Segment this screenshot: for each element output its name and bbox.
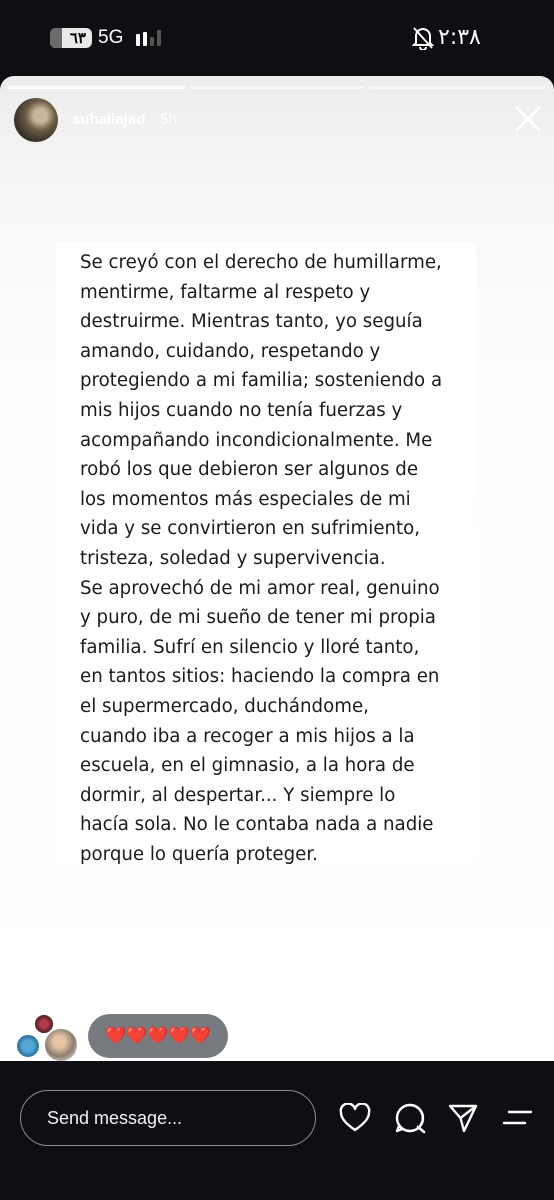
avatar — [44, 1028, 78, 1061]
close-icon[interactable] — [510, 101, 546, 137]
signal-icon — [136, 30, 161, 46]
progress-segment — [189, 86, 366, 89]
share-icon[interactable] — [446, 1101, 480, 1135]
reaction-bubble[interactable]: ❤️❤️❤️❤️❤️ — [88, 1014, 228, 1058]
viewer-avatars[interactable] — [14, 1014, 84, 1060]
story-view[interactable] — [0, 76, 554, 1061]
status-bar — [0, 0, 554, 76]
heart-icon[interactable] — [338, 1101, 372, 1135]
battery-level: ٦٣ — [69, 30, 86, 47]
comment-icon[interactable] — [393, 1101, 427, 1135]
battery-icon — [50, 28, 92, 48]
story-progress — [8, 86, 546, 89]
bottom-bar — [0, 1061, 554, 1200]
network-type: 5G — [98, 27, 124, 48]
bell-muted-icon — [412, 26, 434, 55]
message-input[interactable] — [20, 1090, 316, 1146]
menu-icon[interactable] — [500, 1101, 534, 1135]
username[interactable]: suhailajad — [72, 111, 146, 128]
avatar[interactable] — [14, 98, 58, 142]
story-text: Se creyó con el derecho de humillarme, mentirme, faltarme al respeto y destruirme. Mientras tanto, yo seguía amando, cuidando, respetando y protegiendo a mi familia; sosteniendo a mis hijos cuando no tenía fuerzas y acompañando incondicionalmente. Me robó los que debieron ser algunos de los momentos más especiales de mi vida y se convirtieron en sufrimiento, tristeza, soledad y supervivencia. Se aprovechó de mi amor real, genuino y puro, de mi sueño de tener mi propia familia. Sufrí en silencio y lloré tanto, en tantos sitios: haciendo la compra en el supermercado, duchándome, cuando iba a recoger a mis hijos a la escuela, en el gimnasio, a la hora de dormir, al despertar... Y siempre lo hacía sola. No le contaba nada a nadie porque lo quería proteger. — [80, 252, 443, 865]
avatar — [16, 1034, 40, 1058]
progress-segment — [8, 86, 185, 89]
clock: ٢:٣٨ — [438, 25, 481, 50]
battery-fill — [50, 28, 62, 48]
time-ago: 5h — [160, 111, 177, 128]
progress-segment — [369, 86, 546, 89]
